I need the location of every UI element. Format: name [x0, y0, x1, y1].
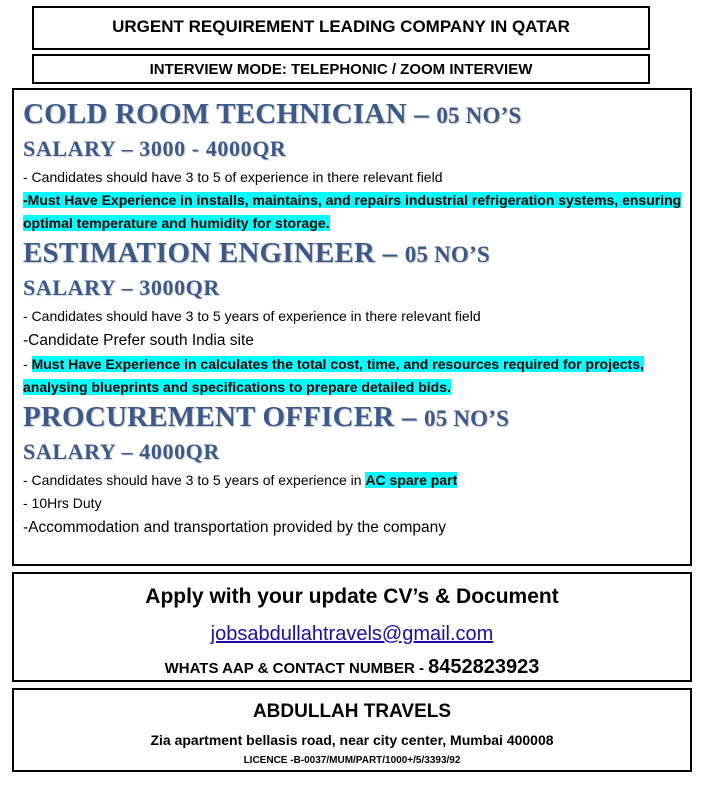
- job-requirement: - Candidates should have 3 to 5 of experience in there relevant field: [23, 169, 443, 185]
- footer-box: [12, 688, 692, 772]
- job-requirement: [23, 469, 690, 492]
- company-licence: LICENCE -B-0037/MUM/PART/1000+/5/3393/92: [243, 755, 461, 766]
- contact-number: 8452823923: [428, 656, 540, 678]
- jobs-box: [12, 88, 692, 566]
- job-title-text: PROCUREMENT OFFICER –: [23, 401, 425, 433]
- job-salary: SALARY – 3000 - 4000QR: [23, 136, 287, 161]
- job-procurement-officer: [23, 399, 690, 540]
- job-count: 05 NO’S: [436, 103, 522, 128]
- interview-mode: INTERVIEW MODE: TELEPHONIC / ZOOM INTERVIEW: [149, 61, 533, 78]
- contact-line: [14, 652, 690, 684]
- interview-mode-box: [32, 54, 650, 84]
- job-salary: SALARY – 3000QR: [23, 275, 220, 300]
- company-address: Zia apartment bellasis road, near city center, Mumbai 400008: [150, 732, 554, 748]
- job-benefits: -Accommodation and transportation provided by the company: [23, 519, 447, 536]
- job-highlight-text: -Must Have Experience in installs, maintains, and repairs industrial refrigeration systems, ensuring optimal temperature and humidity for storage.: [23, 192, 682, 231]
- job-highlight: [23, 353, 690, 399]
- job-salary: SALARY – 4000QR: [23, 439, 220, 464]
- apply-heading: Apply with your update CV’s & Document: [145, 585, 559, 608]
- job-highlight-text: Must Have Experience in calculates the total cost, time, and resources required for projects, analysing blueprints and specifications to prepare detailed bids.: [23, 356, 644, 395]
- job-cold-room-technician: [23, 96, 690, 235]
- job-title-text: COLD ROOM TECHNICIAN –: [23, 98, 437, 130]
- page-title: URGENT REQUIREMENT LEADING COMPANY IN QATAR: [112, 17, 570, 36]
- title-box: [32, 6, 650, 50]
- job-requirement-highlight: AC spare part: [365, 472, 458, 488]
- job-preference: -Candidate Prefer south India site: [23, 332, 254, 349]
- job-requirement-text: - Candidates should have 3 to 5 years of experience in: [23, 472, 366, 488]
- job-title: [23, 96, 690, 134]
- job-duty: - 10Hrs Duty: [23, 495, 102, 511]
- job-title: [23, 235, 690, 273]
- job-title: [23, 399, 690, 437]
- email-link[interactable]: jobsabdullahtravels@gmail.com: [210, 623, 494, 645]
- job-estimation-engineer: [23, 235, 690, 399]
- company-name: ABDULLAH TRAVELS: [252, 701, 452, 722]
- apply-box: [12, 572, 692, 682]
- contact-label: WHATS AAP & CONTACT NUMBER -: [164, 660, 429, 677]
- job-title-text: ESTIMATION ENGINEER –: [23, 237, 405, 269]
- job-count: 05 NO’S: [404, 242, 490, 267]
- job-requirement: - Candidates should have 3 to 5 years of experience in there relevant field: [23, 308, 481, 324]
- job-highlight: [23, 189, 690, 235]
- job-count: 05 NO’S: [424, 406, 510, 431]
- job-highlight-prefix: -: [23, 356, 32, 372]
